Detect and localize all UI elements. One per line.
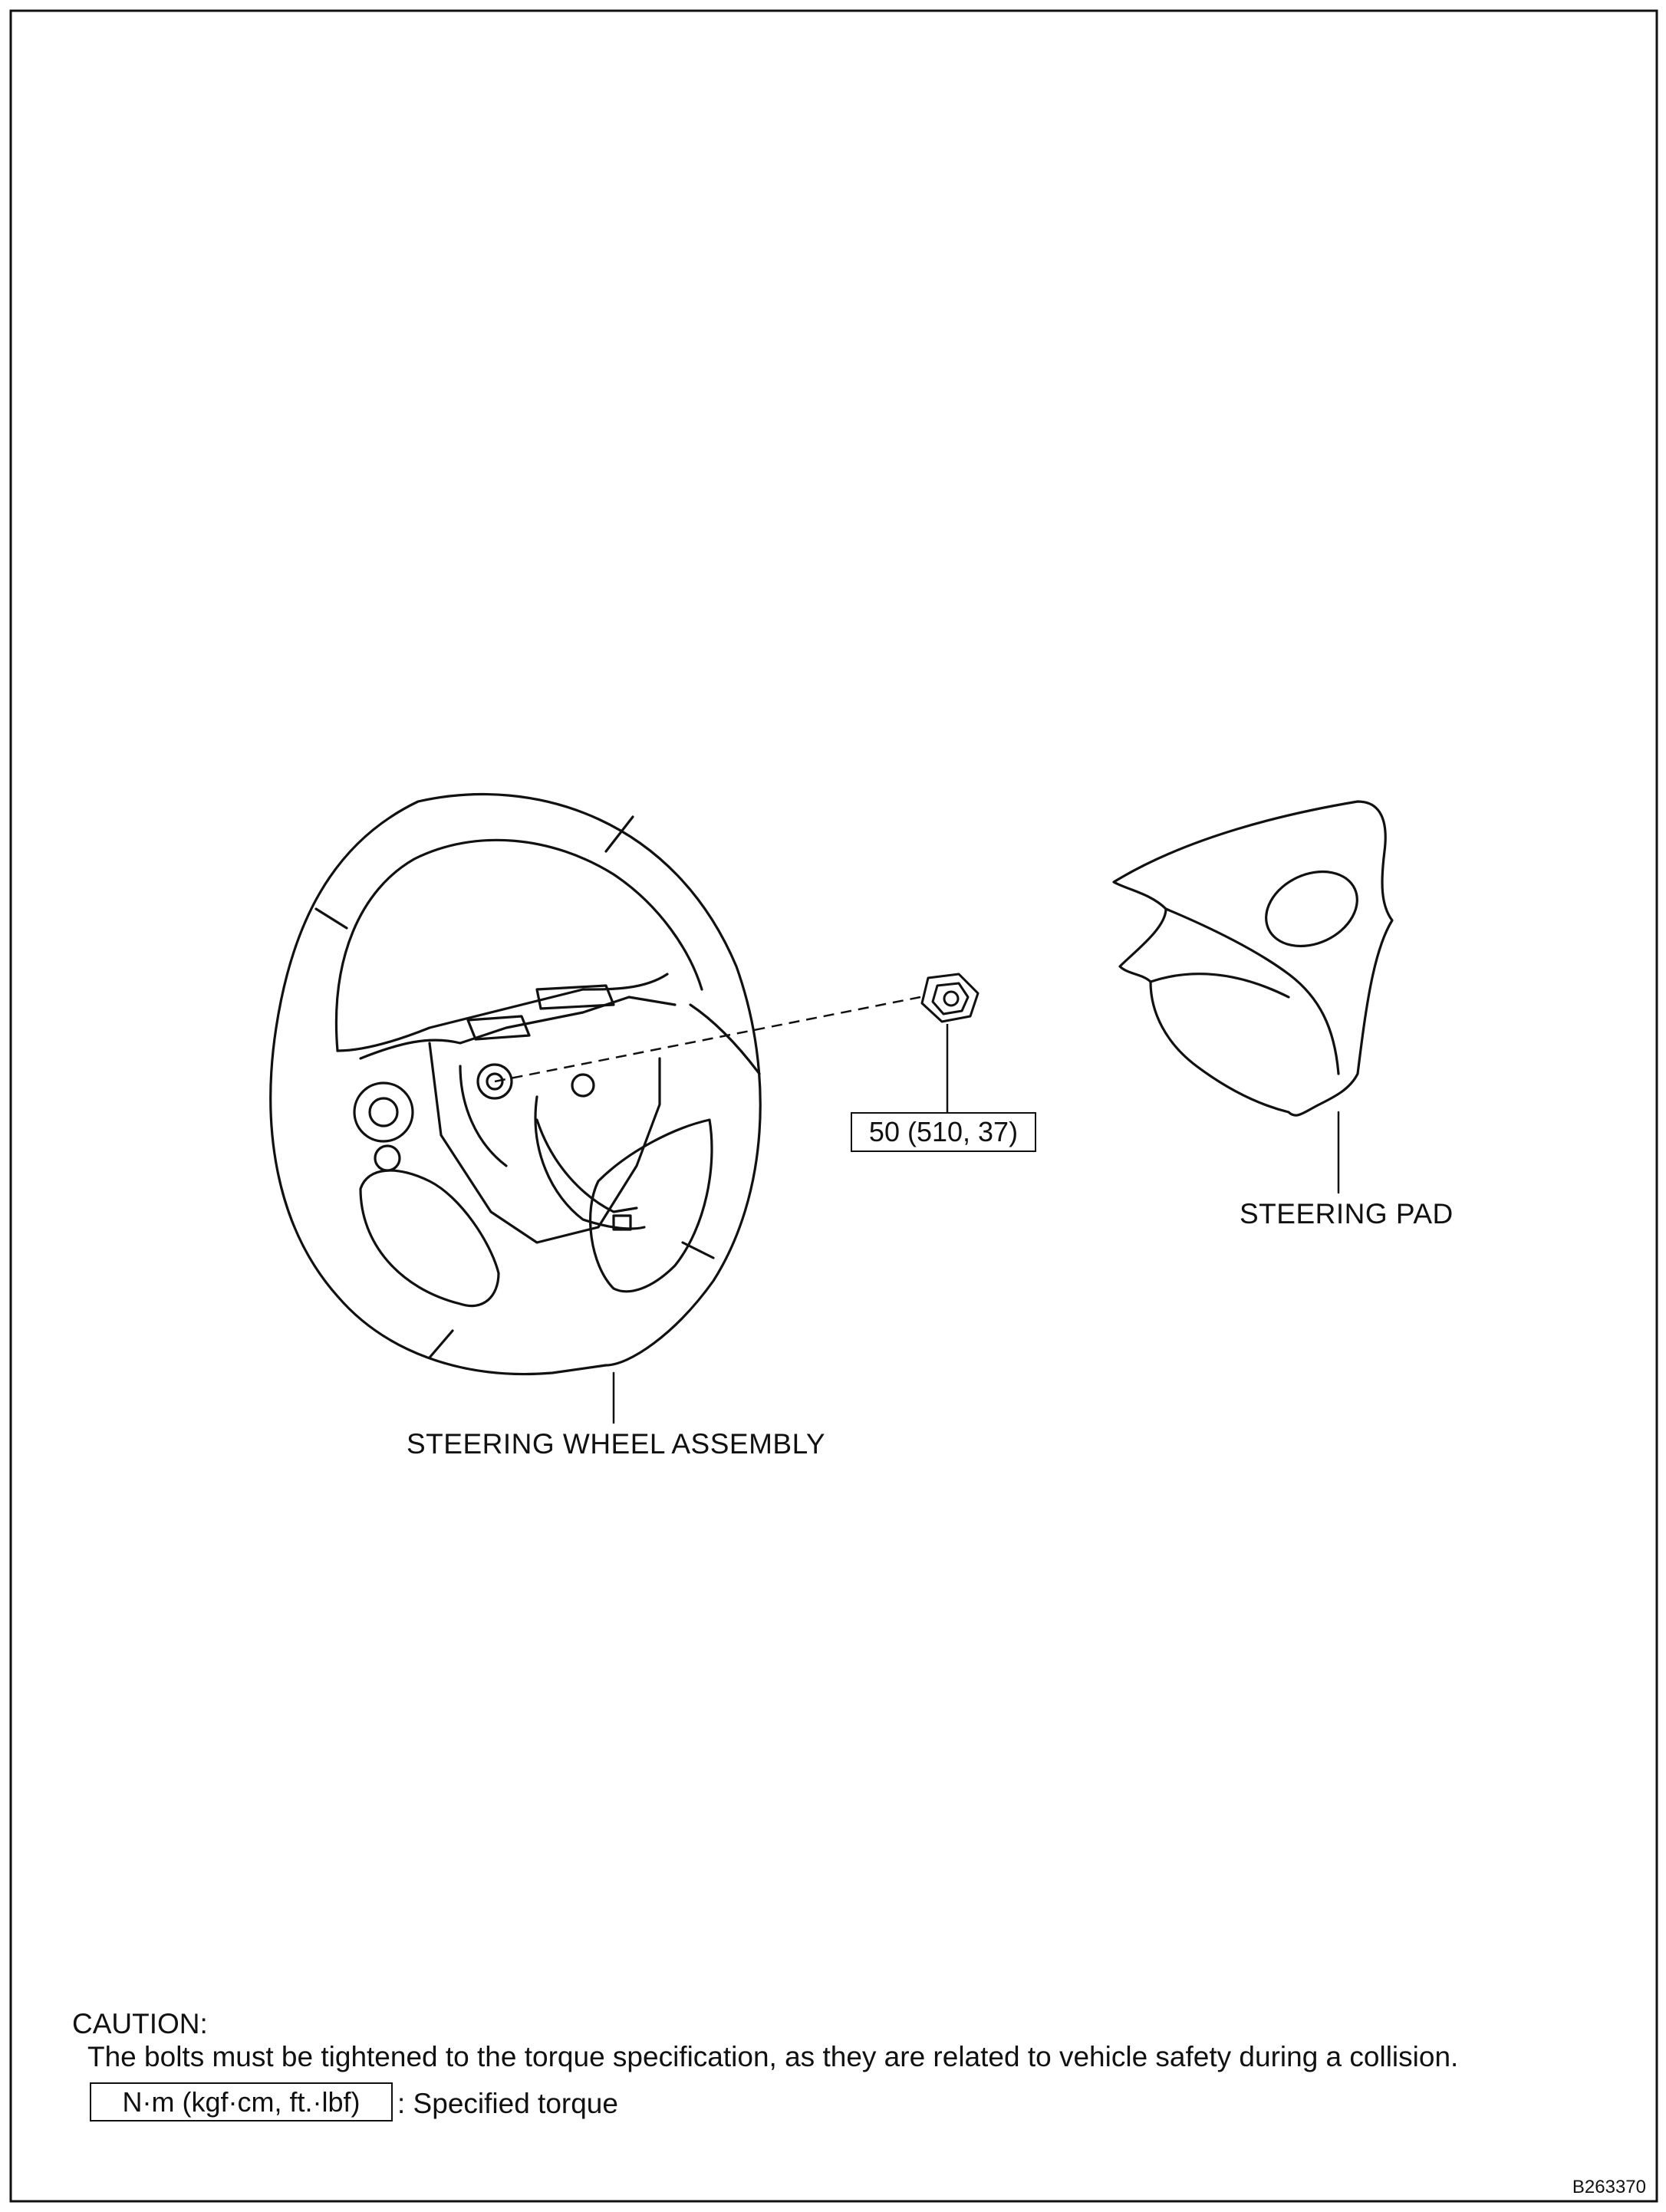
caution-title: CAUTION:	[72, 2008, 208, 2039]
torque-spec-box	[851, 1112, 1036, 1152]
torque-spec-value: 50 (510, 37)	[868, 1116, 1019, 1147]
torque-unit-legend-description: : Specified torque	[397, 2088, 618, 2119]
steering-wheel-assembly-label: STEERING WHEEL ASSEMBLY	[407, 1428, 826, 1460]
caution-text: The bolts must be tightened to the torque specification, as they are related to vehicle safety during a collision.	[87, 2041, 1459, 2072]
steering-wheel-illustration	[271, 795, 760, 1423]
page-border	[11, 11, 1657, 2201]
torque-unit-legend-label: N·m (kgf·cm, ft.·lbf)	[122, 2085, 361, 2118]
assembly-dashed-line	[495, 997, 920, 1081]
reference-code: B263370	[1572, 2177, 1646, 2197]
steering-pad-label: STEERING PAD	[1240, 1198, 1454, 1229]
torque-unit-legend-box	[90, 2082, 393, 2121]
nut-icon	[922, 974, 978, 1022]
steering-pad-illustration	[1114, 802, 1392, 1193]
